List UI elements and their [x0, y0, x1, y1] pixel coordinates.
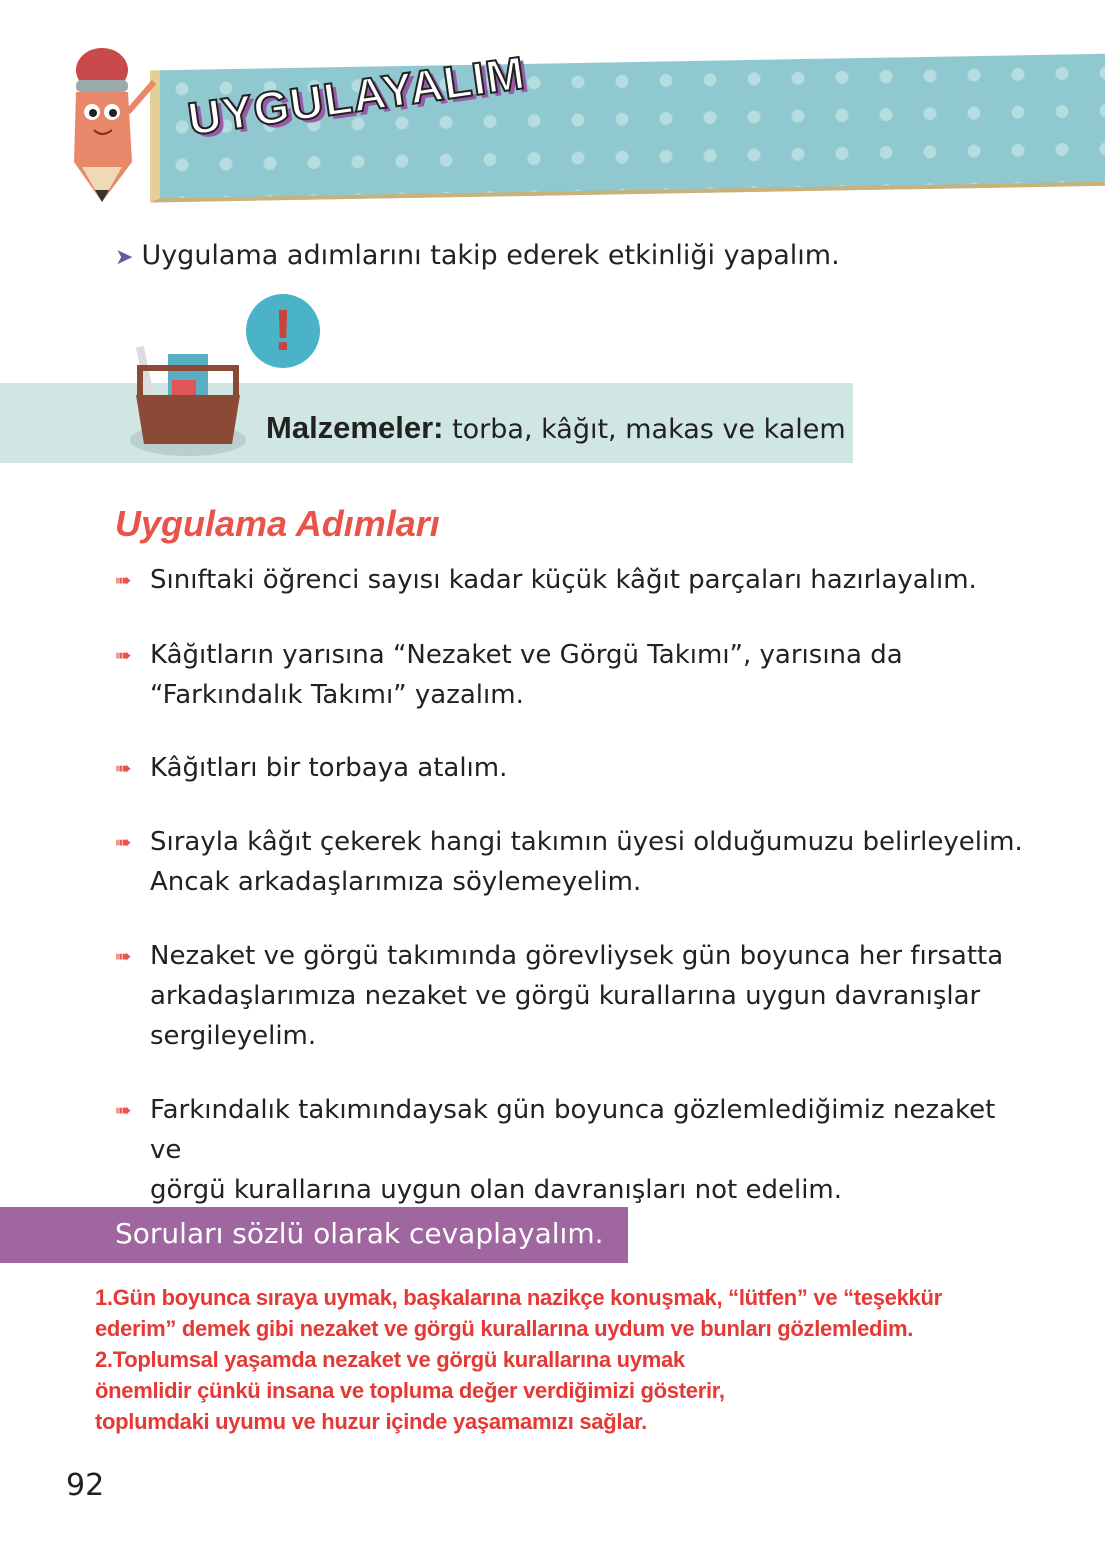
questions-bar	[0, 1207, 628, 1263]
arrow-icon: ➤	[115, 245, 134, 270]
page-number: 92	[66, 1468, 105, 1503]
materials-label: Malzemeler:	[266, 410, 444, 445]
instruction-text: Uygulama adımlarını takip ederek etkinliği yapalım.	[141, 240, 840, 271]
exclamation-icon: !	[246, 294, 320, 368]
bullet-arrow-icon: ➠	[115, 756, 132, 780]
pencil-mascot-icon	[62, 42, 157, 207]
questions-bar-text: Soruları sözlü olarak cevaplayalım.	[115, 1217, 604, 1250]
step-text: Nezaket ve görgü takımında görevliysek gün boyunca her fırsatta arkadaşlarımıza nezaket ve görgü kurallarına uygun davranışlar sergileyelim.	[150, 941, 1004, 1051]
answers	[95, 1282, 942, 1437]
bullet-arrow-icon: ➠	[115, 643, 132, 667]
step-item	[115, 748, 1030, 788]
answer-line: 2.Toplumsal yaşamda nezaket ve görgü kurallarına uymak	[95, 1347, 685, 1372]
bullet-arrow-icon: ➠	[115, 830, 132, 854]
page-title: UYGULAYALIM	[184, 46, 529, 146]
step-text: Sırayla kâğıt çekerek hangi takımın üyesi olduğumuzu belirleyelim. Ancak arkadaşlarımıza söylemeyelim.	[150, 827, 1023, 897]
answer-line: ederim” demek gibi nezaket ve görgü kurallarına uydum ve bunları gözlemledim.	[95, 1316, 914, 1341]
steps-heading: Uygulama Adımları	[115, 503, 440, 544]
bullet-arrow-icon: ➠	[115, 944, 132, 968]
step-item	[115, 822, 1030, 902]
bullet-arrow-icon: ➠	[115, 1098, 132, 1122]
materials-line	[266, 410, 846, 446]
answer-line: 1.Gün boyunca sıraya uymak, başkalarına nazikçe konuşmak, “lütfen” ve “teşekkür	[95, 1285, 942, 1310]
step-item	[115, 560, 1030, 600]
step-text: Kâğıtların yarısına “Nezaket ve Görgü Takımı”, yarısına da “Farkındalık Takımı” yazalım.	[150, 640, 903, 710]
step-item	[115, 936, 1030, 1056]
step-text: Farkındalık takımındaysak gün boyunca gözlemlediğimiz nezaket ve görgü kurallarına uygun olan davranışları not edelim.	[150, 1095, 996, 1205]
step-text: Kâğıtları bir torbaya atalım.	[150, 753, 508, 783]
materials-items: torba, kâğıt, makas ve kalem	[452, 414, 846, 445]
answer-line: toplumdaki uyumu ve huzur içinde yaşamamızı sağlar.	[95, 1409, 647, 1434]
instruction	[115, 240, 840, 271]
step-item	[115, 1090, 1030, 1210]
toolbox-icon	[128, 340, 250, 458]
answer-line: önemlidir çünkü insana ve topluma değer verdiğimizi gösterir,	[95, 1378, 725, 1403]
step-item	[115, 635, 1030, 715]
step-text: Sınıftaki öğrenci sayısı kadar küçük kâğıt parçaları hazırlayalım.	[150, 565, 977, 595]
bullet-arrow-icon: ➠	[115, 568, 132, 592]
